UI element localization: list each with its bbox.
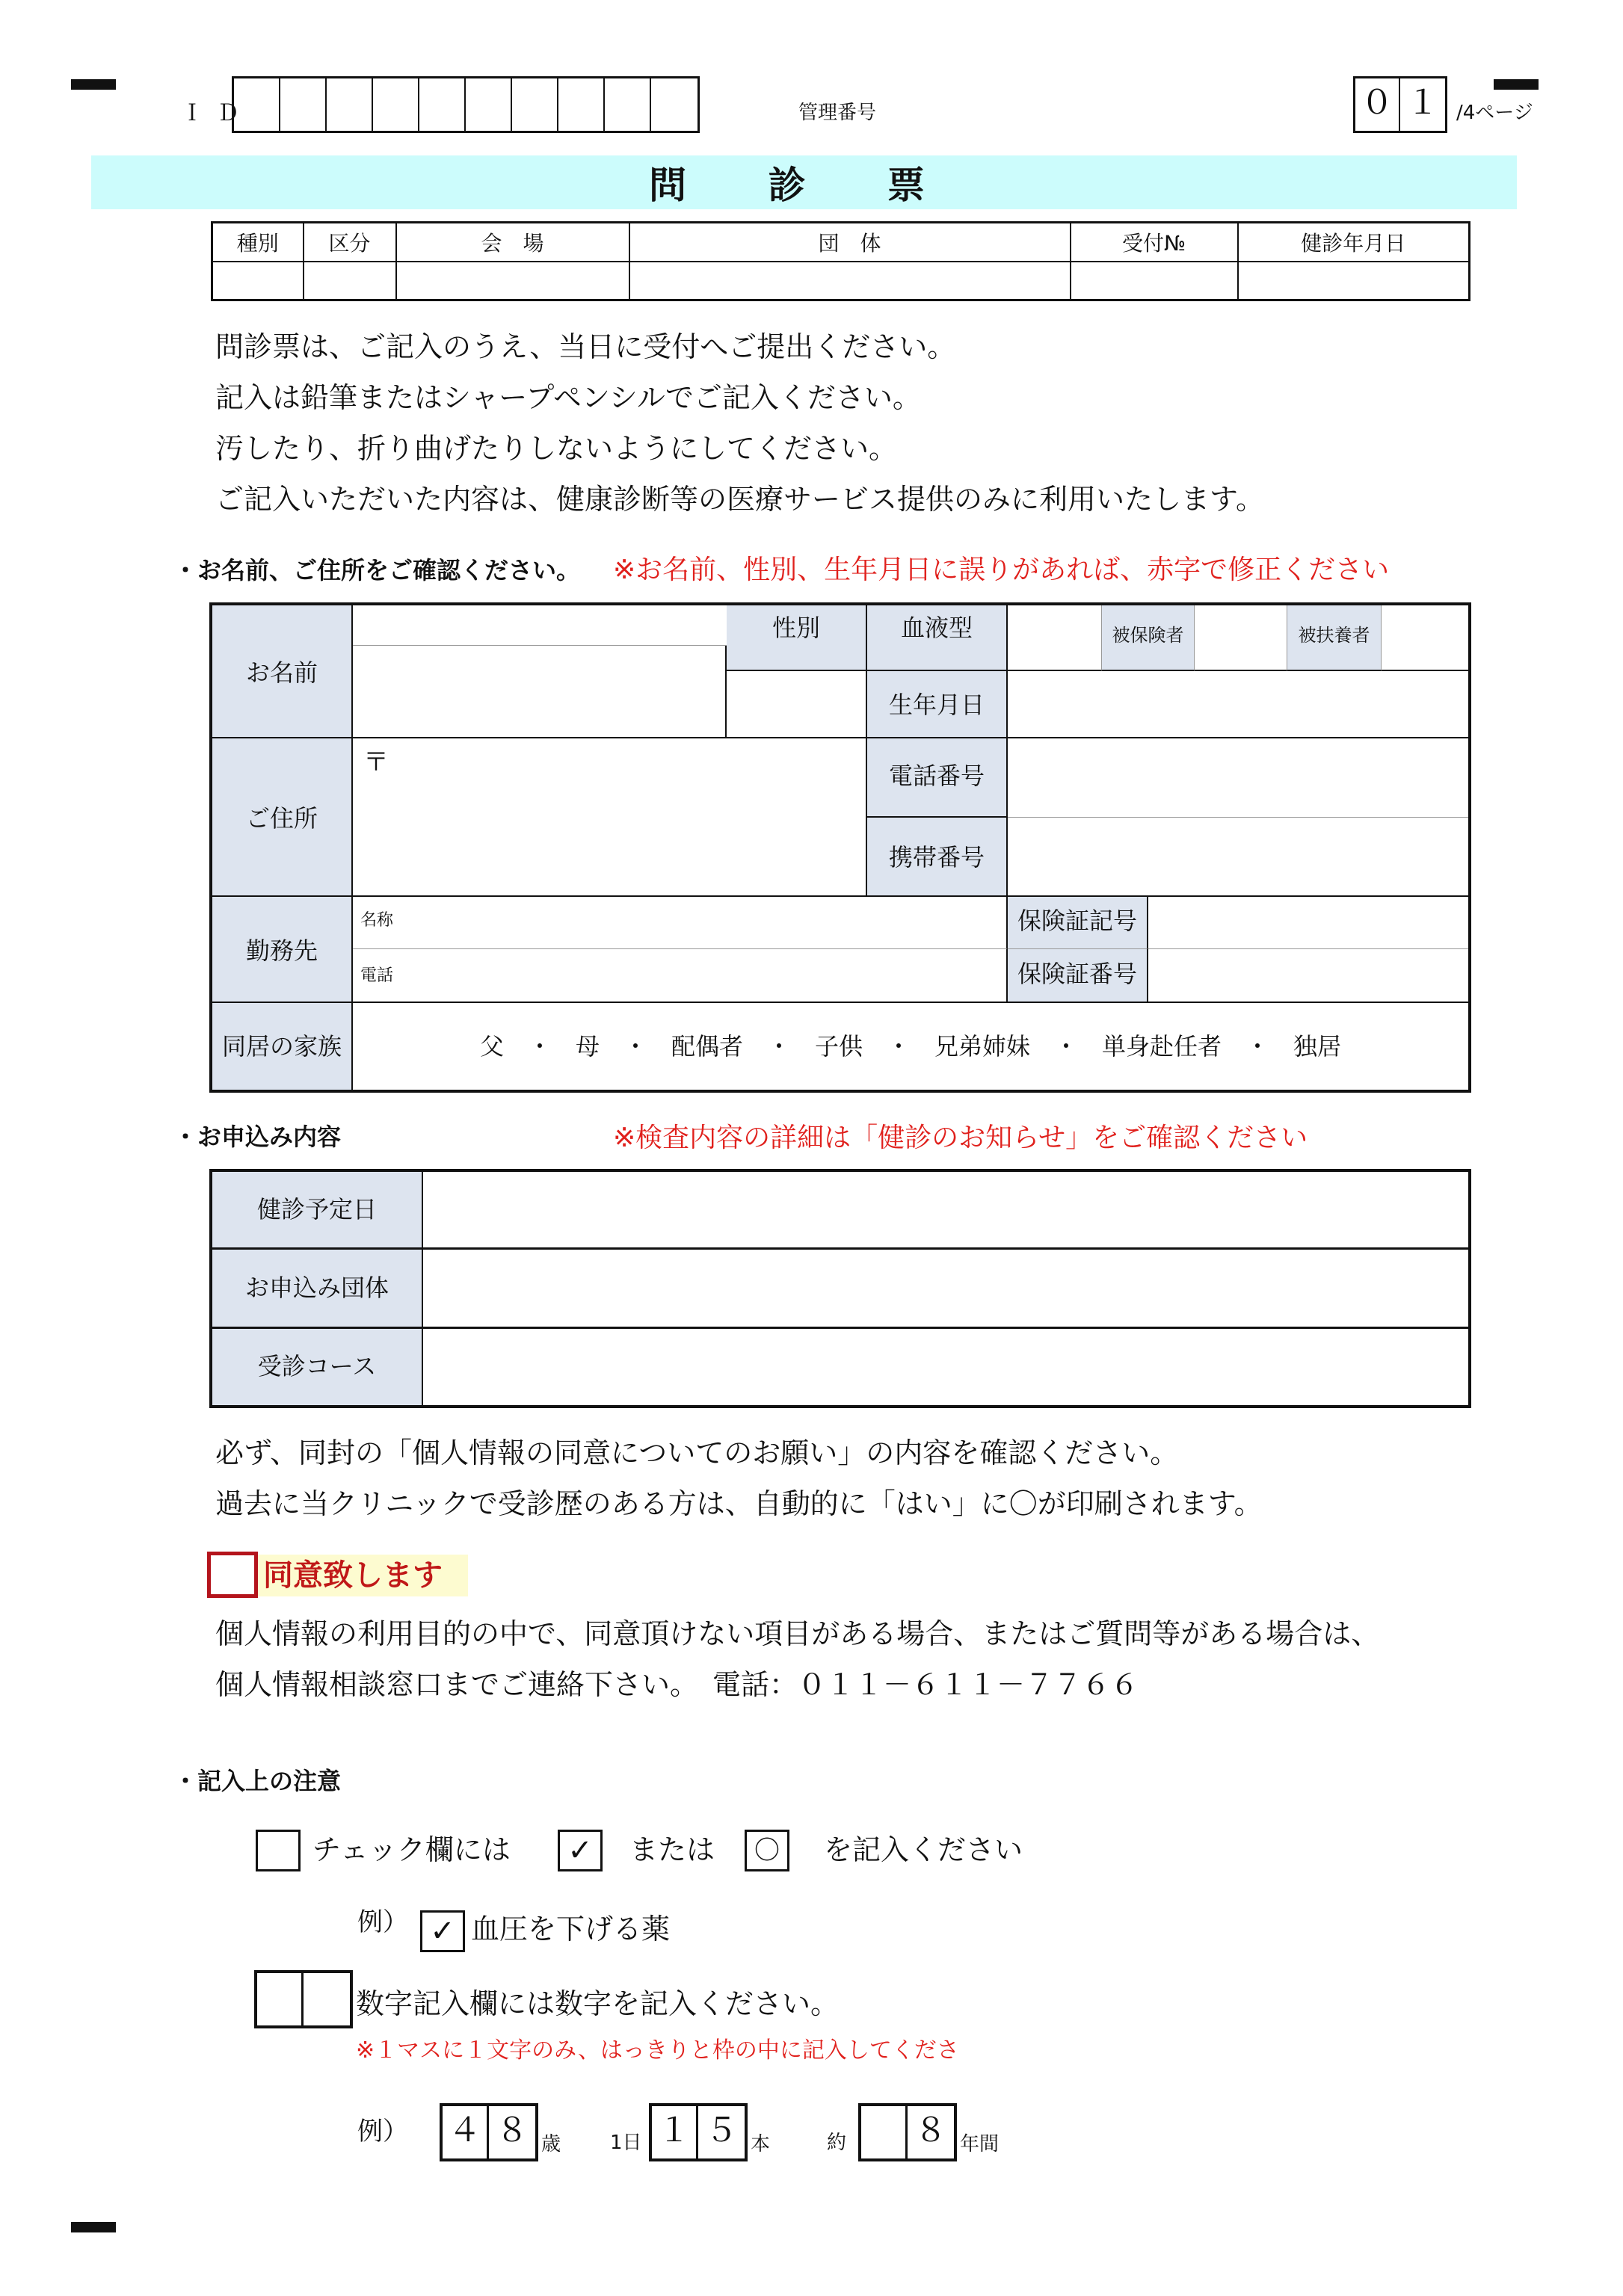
family-options[interactable]: 父 ・ 母 ・ 配偶者 ・ 子供 ・ 兄弟姉妹 ・ 単身赴任者 ・ 独居 (479, 1032, 1341, 1061)
registration-mark-top-right (1494, 79, 1539, 90)
page-digit: ０ (1355, 78, 1400, 131)
col-receipt: 受付№ (1071, 223, 1238, 262)
consent-contact-text: 個人情報の利用目的の中で、同意頂けない項目がある場合、またはご質問等がある場合は、 個人情報相談窓口までご連絡下さい。 電話：０１１－６１１－７７６６ (215, 1617, 1380, 1701)
example-label-1: 例） (357, 1907, 408, 1937)
phone-field[interactable] (1008, 738, 1468, 818)
digit-instruction: 数字記入欄には数字を記入ください。 (356, 1987, 840, 2020)
age-digit-box: ４ ８ (440, 2103, 538, 2161)
application-section-note: ※検査内容の詳細は「健診のお知らせ」をご確認ください (613, 1123, 1308, 1153)
exam-date-field[interactable] (423, 1172, 1468, 1250)
checked-checkbox-sample (558, 1830, 603, 1871)
address-field[interactable] (353, 738, 867, 897)
insured-label: 被保険者 (1102, 605, 1195, 671)
check-mark-icon: ✓ (567, 1833, 593, 1868)
circle-mark-icon: 〇 (754, 1836, 780, 1866)
mobile-field[interactable] (1008, 818, 1468, 897)
insurance-symbol-field[interactable] (1148, 897, 1468, 949)
digit-box-sample (254, 1970, 353, 2028)
check-instruction-2: または (629, 1833, 715, 1866)
count-unit: 本 (751, 2133, 771, 2155)
name-field[interactable] (353, 646, 727, 738)
sex-field[interactable] (727, 671, 867, 738)
col-exam-date: 健診年月日 (1238, 223, 1470, 262)
notes-section-title: ・記入上の注意 (173, 1767, 342, 1795)
blood-type-label: 血液型 (867, 605, 1008, 671)
applying-group-label: お申込み団体 (212, 1250, 423, 1329)
page-title: 問 診 票 (649, 164, 959, 207)
postal-mark: 〒 (363, 747, 389, 777)
birthdate-label: 生年月日 (867, 671, 1008, 738)
management-number-label: 管理番号 (798, 102, 877, 124)
check-instruction-3: を記入ください (824, 1833, 1023, 1866)
workplace-name-label: 名称 (360, 911, 394, 930)
consent-agree-label: 同意致します (263, 1558, 443, 1593)
exam-course-field[interactable] (423, 1329, 1468, 1405)
age-unit: 歳 (541, 2133, 561, 2155)
blood-type-field[interactable] (1008, 605, 1102, 671)
birthdate-field[interactable] (1008, 671, 1468, 738)
id-label: ＩＤ (181, 100, 253, 126)
phone-label: 電話番号 (867, 738, 1008, 818)
page-digit: １ (1406, 84, 1439, 122)
about-prefix: 約 (827, 2132, 847, 2154)
personal-form (209, 602, 1471, 1093)
applying-group-field[interactable] (423, 1250, 1468, 1329)
col-type: 種別 (212, 223, 304, 262)
sex-label: 性別 (727, 605, 867, 671)
workplace-name-field[interactable] (353, 897, 1008, 949)
col-group: 団 体 (629, 223, 1071, 262)
application-section-title: ・お申込み内容 (173, 1123, 342, 1151)
col-division: 区分 (304, 223, 396, 262)
dependent-checkbox[interactable] (1382, 605, 1468, 671)
consent-text: 必ず、同封の「個人情報の同意についてのお願い」の内容を確認ください。 過去に当クリニックで受診歴のある方は、自動的に「はい」に〇が印刷されます。 (215, 1436, 1263, 1520)
digit-note: ※１マスに１文字のみ、はっきりと枠の中に記入してくださ (356, 2037, 959, 2064)
name-label: お名前 (212, 605, 353, 738)
title-bar (91, 155, 1517, 209)
years-digit-box: ８ (858, 2103, 957, 2161)
id-input-boxes[interactable] (232, 76, 700, 133)
workplace-label: 勤務先 (212, 897, 353, 1003)
registration-mark-bottom-left (71, 2222, 116, 2232)
header-info-table (211, 221, 1470, 301)
check-instruction-1: チェック欄には (312, 1833, 511, 1866)
insured-checkbox[interactable] (1195, 605, 1287, 671)
insurance-number-label: 保険証番号 (1008, 949, 1148, 1003)
mobile-label: 携帯番号 (867, 818, 1008, 897)
empty-checkbox-sample (256, 1830, 301, 1871)
application-form (209, 1169, 1471, 1408)
family-label: 同居の家族 (212, 1003, 353, 1090)
registration-mark-top-left (71, 79, 116, 90)
count-digit-box: １ ５ (649, 2103, 748, 2161)
example-checked-checkbox (420, 1910, 465, 1952)
years-unit: 年間 (960, 2133, 1000, 2155)
exam-course-label: 受診コース (212, 1329, 423, 1405)
workplace-phone-field[interactable] (353, 949, 1008, 1003)
personal-section-title: ・お名前、ご住所をご確認ください。 (173, 556, 581, 584)
name-kana-field[interactable] (353, 605, 727, 646)
dependent-label: 被扶養者 (1287, 605, 1382, 671)
day-prefix: 1日 (610, 2132, 642, 2154)
circled-checkbox-sample (745, 1830, 789, 1871)
page-number-boxes (1353, 76, 1447, 133)
consent-checkbox[interactable] (207, 1552, 258, 1598)
insurance-symbol-label: 保険証記号 (1008, 897, 1148, 949)
personal-section-note: ※お名前、性別、生年月日に誤りがあれば、赤字で修正ください (613, 555, 1390, 585)
example-text-1: 血圧を下げる薬 (471, 1913, 671, 1945)
page-suffix: /4ページ (1456, 102, 1533, 124)
col-venue: 会 場 (396, 223, 629, 262)
address-label: ご住所 (212, 738, 353, 897)
insurance-number-field[interactable] (1148, 949, 1468, 1003)
example-label-2: 例） (357, 2117, 408, 2147)
intro-text: 問診票は、ご記入のうえ、当日に受付へご提出ください。 記入は鉛筆またはシャープペンシルでご記入ください。 汚したり、折り曲げたりしないようにしてください。 ご記入いただいた内容は、健康診断等の医療サービス提供のみに利用いたします。 (215, 330, 1264, 516)
check-mark-icon: ✓ (430, 1914, 455, 1948)
exam-date-label: 健診予定日 (212, 1172, 423, 1250)
workplace-phone-label: 電話 (360, 966, 394, 985)
